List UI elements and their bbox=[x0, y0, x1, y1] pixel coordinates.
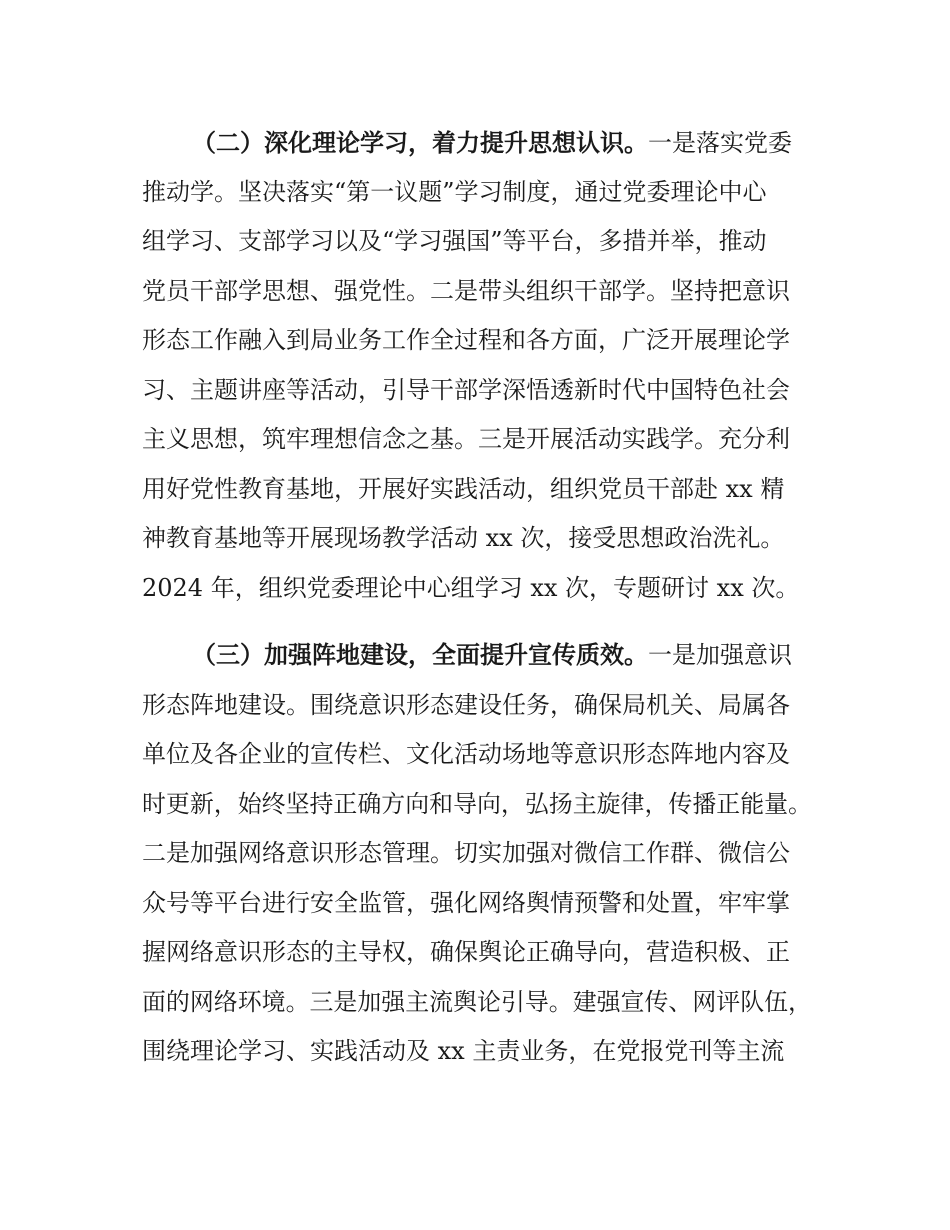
section3-line: 时更新，始终坚持正确方向和导向，弘扬主旋律，传播正能量。 bbox=[142, 790, 812, 818]
section2-line: 组学习、支部学习以及“学习强国”等平台，多措并举，推动 bbox=[142, 227, 767, 255]
section3-line: 围绕理论学习、实践活动及 xx 主责业务，在党报党刊等主流 bbox=[142, 1037, 785, 1065]
section3-line: 二是加强网络意识形态管理。切实加强对微信工作群、微信公 bbox=[142, 839, 790, 867]
section3-line: 握网络意识形态的主导权，确保舆论正确导向，营造积极、正 bbox=[142, 938, 790, 966]
section2-heading: （二）深化理论学习，着力提升思想认识。 bbox=[192, 129, 648, 157]
section2-line: 形态工作融入到局业务工作全过程和各方面，广泛开展理论学 bbox=[142, 326, 790, 354]
section3-line: 众号等平台进行安全监管，强化网络舆情预警和处置，牢牢掌 bbox=[142, 889, 790, 917]
section2-line: 推动学。坚决落实“第一议题”学习制度，通过党委理论中心 bbox=[142, 178, 767, 206]
section3-heading: （三）加强阵地建设，全面提升宣传质效。 bbox=[192, 641, 648, 669]
section3-line: 单位及各企业的宣传栏、文化活动场地等意识形态阵地内容及 bbox=[142, 740, 790, 768]
section3-line: 形态阵地建设。围绕意识形态建设任务，确保局机关、局属各 bbox=[142, 691, 790, 719]
section3-first-line bbox=[192, 640, 792, 670]
section3-first-line-rest: 一是加强意识 bbox=[648, 641, 792, 669]
section2-line: 党员干部学思想、强党性。二是带头组织干部学。坚持把意识 bbox=[142, 277, 790, 305]
section2-line: 习、主题讲座等活动，引导干部学深悟透新时代中国特色社会 bbox=[142, 376, 790, 404]
section2-line: 用好党性教育基地，开展好实践活动，组织党员干部赴 xx 精 bbox=[142, 475, 785, 503]
section2-line: 主义思想，筑牢理想信念之基。三是开展活动实践学。充分利 bbox=[142, 425, 790, 453]
section2-first-line-rest: 一是落实党委 bbox=[648, 129, 792, 157]
section3-line: 面的网络环境。三是加强主流舆论引导。建强宣传、网评队伍， bbox=[142, 988, 812, 1016]
section2-line: 神教育基地等开展现场教学活动 xx 次，接受思想政治洗礼。 bbox=[142, 524, 785, 552]
section2-line: 2024 年，组织党委理论中心组学习 xx 次，专题研讨 xx 次。 bbox=[142, 574, 800, 602]
section2-first-line bbox=[192, 128, 792, 158]
